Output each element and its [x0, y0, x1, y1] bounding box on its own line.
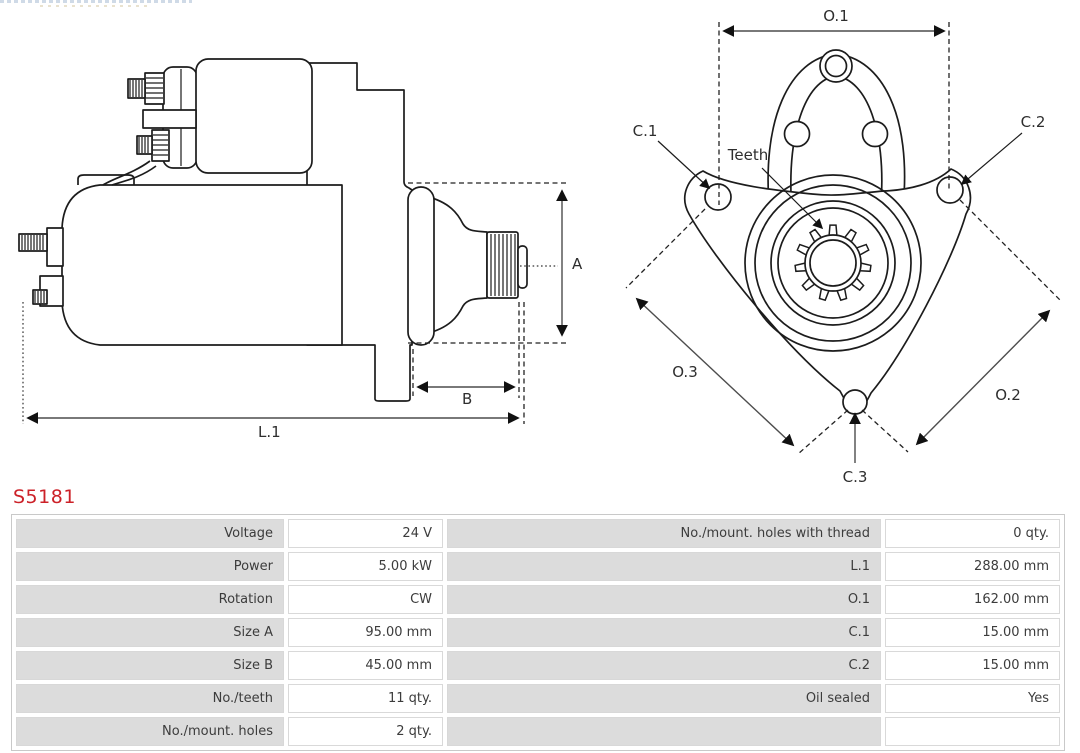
top-bolt-hole [826, 56, 847, 77]
callout-c2 [962, 113, 1045, 184]
front-view-drawing [626, 7, 1062, 486]
part-number: S5181 [13, 486, 76, 508]
spec-value-right-row4: 15.00 mm [885, 618, 1060, 647]
dimension-label-l1: L.1 [258, 423, 281, 441]
spec-label-left-row6: No./teeth [16, 684, 284, 713]
spec-label-right-row7 [447, 717, 881, 746]
callout-c3 [843, 414, 868, 486]
spec-value-right-row7 [885, 717, 1060, 746]
spec-value-right-row1: 0 qty. [885, 519, 1060, 548]
spec-value-right-row3: 162.00 mm [885, 585, 1060, 614]
dimension-label-a: A [572, 255, 583, 273]
spec-label-right-row6: Oil sealed [447, 684, 881, 713]
spec-value-right-row5: 15.00 mm [885, 651, 1060, 680]
spec-label-right-row5: C.2 [447, 651, 881, 680]
spec-label-right-row3: O.1 [447, 585, 881, 614]
mounting-studs [19, 228, 63, 306]
spec-value-left-row2: 5.00 kW [288, 552, 443, 581]
mount-hole-c2 [937, 177, 963, 203]
spec-value-left-row6: 11 qty. [288, 684, 443, 713]
dimension-label-o2: O.2 [995, 386, 1021, 404]
dimension-label-o1: O.1 [823, 7, 849, 25]
spec-label-right-row1: No./mount. holes with thread [447, 519, 881, 548]
dimension-label-c3: C.3 [842, 468, 868, 486]
spec-value-left-row5: 45.00 mm [288, 651, 443, 680]
spec-value-left-row7: 2 qty. [288, 717, 443, 746]
mounting-flange-ring [408, 187, 434, 345]
spec-label-left-row5: Size B [16, 651, 284, 680]
spec-value-left-row4: 95.00 mm [288, 618, 443, 647]
spec-label-right-row4: C.1 [447, 618, 881, 647]
pinion-gear [487, 232, 527, 298]
arch-hole-left [785, 122, 810, 147]
dimension-label-c2: C.2 [1020, 113, 1046, 131]
side-view-drawing [19, 59, 583, 441]
spec-label-right-row2: L.1 [447, 552, 881, 581]
spec-label-left-row3: Rotation [16, 585, 284, 614]
motor-body [62, 185, 342, 345]
terminal-strap [103, 161, 156, 185]
arch-hole-right [863, 122, 888, 147]
callout-c1 [633, 122, 709, 188]
spec-value-left-row1: 24 V [288, 519, 443, 548]
spec-value-right-row2: 288.00 mm [885, 552, 1060, 581]
spec-label-left-row1: Voltage [16, 519, 284, 548]
spec-value-left-row3: CW [288, 585, 443, 614]
spec-label-left-row2: Power [16, 552, 284, 581]
spec-label-left-row4: Size A [16, 618, 284, 647]
dimension-label-c1: C.1 [632, 122, 658, 140]
spec-table [11, 514, 1065, 751]
spec-label-left-row7: No./mount. holes [16, 717, 284, 746]
spec-value-right-row6: Yes [885, 684, 1060, 713]
teeth-label: Teeth [727, 146, 769, 164]
dimension-label-o3: O.3 [672, 363, 698, 381]
dimension-label-b: B [462, 390, 473, 408]
